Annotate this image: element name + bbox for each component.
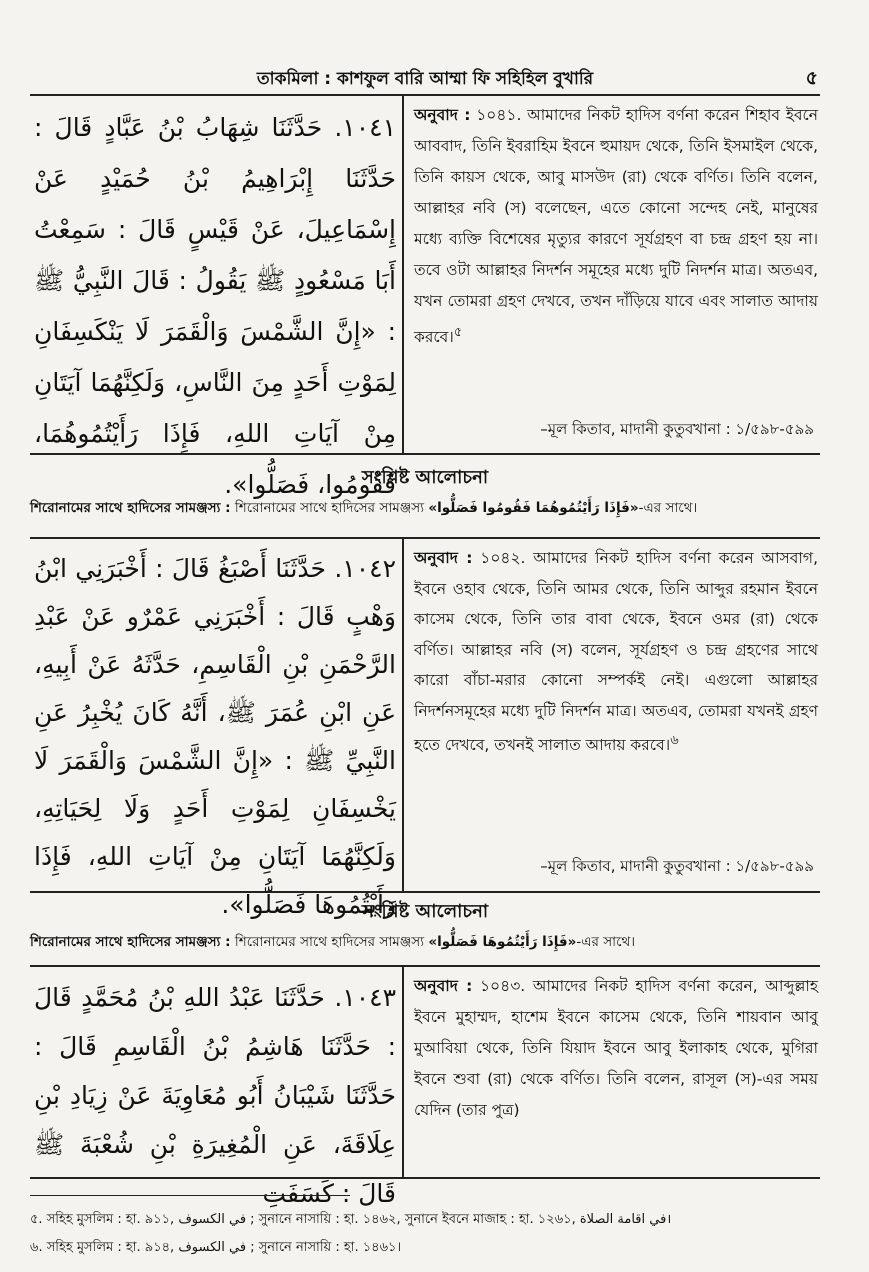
discussion-text-before: শিরোনামের সাথে হাদিসের সামঞ্জস্য: [234, 934, 425, 950]
footnote-item: ৬. সহিহ মুসলিম : হা. ৯১৪, في الكسوف ; সুনানে নাসায়ি : হা. ১৪৬১।: [30, 1240, 402, 1255]
footnote-mark: ৫: [453, 325, 463, 340]
translation-text: ১০৪২. আমাদের নিকট হাদিস বর্ণনা করেন আসবাগ, ইবনে ওহাব থেকে, তিনি আমর থেকে, তিনি আব্দুর রহমান ইবনে কাসেম থেকে, তিনি তার বাবা থেকে, ইবনে ওমর (রা) থেকে বর্ণিত। আল্লাহর নবি (স) বলেন, সূর্যগ্রহণ ও চন্দ্র গ্রহণের সাথে কারো বাঁচা-মরার কোনো সম্পর্কই নেই। এগুলো আল্লাহর নিদর্শনসমূহের মধ্যে দুটি নিদর্শন মাত্র। অতএব, তোমরা যখনই গ্রহণ হতে দেখবে, তখনই সালাত আদায় করবে।: [414, 549, 818, 755]
discussion-arabic-quote: «فَإِذَا رَأَيْتُمُوهَا فَصَلُّوا»: [428, 934, 577, 950]
footnote-item: ৫. সহিহ মুসলিম : হা. ৯১১, في الكسوف ; সুনানে নাসায়ি : হা. ১৪৬২, সুনানে ইবনে মাজাহ : হা. ১২৬১, في اقامة الصلاة।: [30, 1212, 672, 1227]
running-header: [30, 64, 820, 96]
footnote-rule: [30, 1195, 350, 1196]
discussion-title: সংশ্লিষ্ট আলোচনা: [361, 901, 489, 922]
discussion-title: সংশ্লিষ্ট আলোচনা: [361, 467, 489, 488]
discussion-text-before: শিরোনামের সাথে হাদিসের সামঞ্জস্য: [234, 500, 425, 516]
translation-label: অনুবাদ :: [414, 106, 471, 124]
discussion-text: [30, 493, 820, 523]
page-number: ৫: [805, 67, 818, 89]
source-reference: –মূল কিতাব, মাদানী কুতুবখানা : ১/৫৯৮-৫৯৯: [540, 420, 814, 438]
translation-label: অনুবাদ :: [414, 977, 473, 995]
discussion-arabic-quote: «فَإِذَا رَأَيْتُمُوهُمَا فَقُومُوا فَصَلُّوا»: [428, 500, 639, 516]
column-divider: [402, 539, 404, 891]
discussion-text-after: -এর সাথে।: [576, 934, 636, 950]
hadith-arabic-text: ١٠٤١. حَدَّثَنَا شِهَابُ بْنُ عَبَّادٍ قَالَ : حَدَّثَنَا إِبْرَاهِيمُ بْنُ حُمَيْدٍ عَنْ إِسْمَاعِيلَ، عَنْ قَيْسٍ قَالَ : سَمِعْتُ أَبَا مَسْعُودٍ ﷺ يَقُولُ : قَالَ النَّبِيُّ ﷺ : «إِنَّ الشَّمْسَ وَالْقَمَرَ لَا يَنْكَسِفَانِ لِمَوْتِ أَحَدٍ مِنَ النَّاسِ، وَلَكِنَّهُمَا آيَتَانِ مِنْ آيَاتِ اللهِ، فَإِذَا رَأَيْتُمُوهُمَا، فَقُومُوا، فَصَلُّوا».: [34, 113, 396, 499]
translation-text: ১০৪১. আমাদের নিকট হাদিস বর্ণনা করেন শিহাব ইবনে আববাদ, তিনি ইবরাহিম ইবনে হুমায়দ থেকে, তিনি ইসমাইল থেকে, তিনি কায়স থেকে, আবু মাসউদ (রা) থেকে বর্ণিত। তিনি বলেন, আল্লাহর নবি (স) বলেছেন, এতে কোনো সন্দেহ নেই, মানুষের মধ্যে ব্যক্তি বিশেষের মৃত্যুর কারণে সূর্যগ্রহণ বা চন্দ্র গ্রহণ হয় না। তবে ওটা আল্লাহর নিদর্শন সমূহের মধ্যে দুটি নিদর্শন মাত্র। অতএব, যখন তোমরা গ্রহণ দেখবে, তখন দাঁড়িয়ে যাবে এবং সালাত আদায় করবে।: [414, 106, 819, 347]
hadith-arabic-text: ١٠٤٣. حَدَّثَنَا عَبْدُ اللهِ بْنُ مُحَمَّدٍ قَالَ : حَدَّثَنَا هَاشِمُ بْنُ الْقَاسِمِ قَالَ : حَدَّثَنَا شَيْبَانُ أَبُو مُعَاوِيَةَ عَنْ زِيَادِ بْنِ عِلَاقَةَ، عَنِ الْمُغِيرَةِ بْنِ شُعْبَةَ ﷺ قَالَ : كَسَفَتِ: [34, 983, 396, 1208]
translation-label: অনুবাদ :: [414, 549, 473, 567]
footnotes: [30, 1195, 820, 1262]
discussion-text: [30, 927, 820, 957]
hadith-block-1043: [30, 967, 820, 1208]
column-divider: [402, 967, 404, 1177]
translation-text: ১০৪৩. আমাদের নিকট হাদিস বর্ণনা করেন, আব্দুল্লাহ ইবনে মুহাম্মদ, হাশেম ইবনে কাসেম থেকে, তিনি শায়বান আবু মুআবিয়া থেকে, তিনি যিয়াদ ইবনে আবু ইলাকাহ থেকে, মুগিরা ইবনে শুবা (রা) থেকে বর্ণিত। তিনি বলেন, রাসূল (স)-এর সময় যেদিন (তার পুত্র): [414, 977, 818, 1119]
discussion-label: শিরোনামের সাথে হাদিসের সামঞ্জস্য :: [30, 934, 231, 950]
source-reference: –মূল কিতাব, মাদানী কুতুবখানা : ১/৫৯৮-৫৯৯: [540, 857, 814, 875]
hadith-translation: [414, 543, 818, 849]
hadith-translation: [414, 971, 818, 1171]
discussion-label: শিরোনামের সাথে হাদিসের সামঞ্জস্য :: [30, 500, 231, 516]
hadith-arabic-text: ١٠٤٢. حَدَّثَنَا أَصْبَغُ قَالَ : أَخْبَرَنِي ابْنُ وَهْبٍ قَالَ : أَخْبَرَنِي عَمْرٌو عَنْ عَبْدِ الرَّحْمَنِ بْنِ الْقَاسِمِ، حَدَّثَهُ عَنْ أَبِيهِ، عَنِ ابْنِ عُمَرَ ﷺ، أَنَّهُ كَانَ يُخْبِرُ عَنِ النَّبِيِّ ﷺ : «إِنَّ الشَّمْسَ وَالْقَمَرَ لَا يَخْسِفَانِ لِمَوْتِ أَحَدٍ وَلَا لِحَيَاتِهِ، وَلَكِنَّهُمَا آيَتَانِ مِنْ آيَاتِ اللهِ، فَإِذَا رَأَيْتُمُوهَا فَصَلُّوا».: [34, 554, 396, 919]
header-title: তাকমিলা : কাশফুল বারি আম্মা ফি সহিহিল বুখারি: [256, 69, 594, 89]
hadith-translation: [414, 100, 818, 412]
discussion-block-2: [30, 893, 820, 967]
discussion-text-after: -এর সাথে।: [638, 500, 698, 516]
footnote-mark: ৬: [670, 733, 679, 748]
discussion-block-1: [30, 455, 820, 539]
column-divider: [402, 96, 404, 453]
